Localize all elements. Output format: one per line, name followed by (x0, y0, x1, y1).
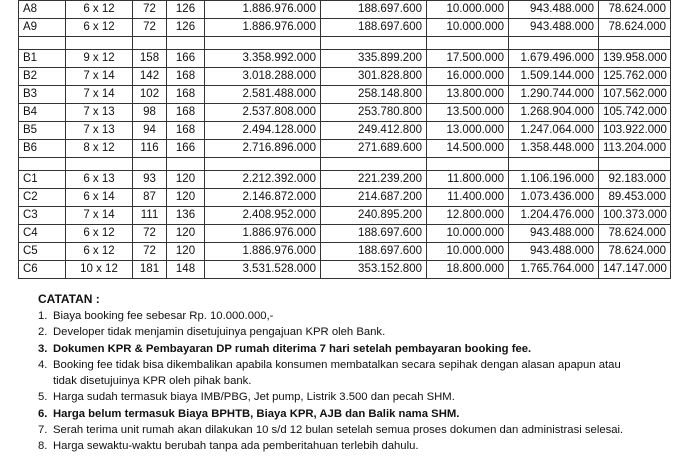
lot-size-cell: 6 x 12 (66, 243, 133, 261)
installment-cell: 78.624.000 (599, 19, 671, 37)
amount-cell: 1.358.448.000 (509, 140, 599, 158)
notes-list (38, 308, 688, 455)
price-cell: 2.408.952.000 (205, 207, 321, 225)
building-area-cell: 126 (167, 19, 205, 37)
note-text: Harga belum termasuk Biaya BPHTB, Biaya KPR, AJB dan Balik nama SHM. (53, 407, 460, 420)
spacer-cell (321, 37, 427, 50)
down-payment-cell: 249.412.800 (321, 122, 427, 140)
note-text: Booking fee tidak bisa dikembalikan apabila konsumen membatalkan secara sepihak dengan alasan apapun atau (53, 358, 621, 371)
table-row (19, 171, 671, 189)
building-area-cell: 168 (167, 104, 205, 122)
amount-cell: 11.400.000 (427, 189, 509, 207)
amount-cell: 1.268.904.000 (509, 104, 599, 122)
lot-size-cell: 6 x 12 (66, 1, 133, 19)
spacer-cell (66, 158, 133, 171)
amount-cell: 12.800.000 (427, 207, 509, 225)
land-area-cell: 142 (133, 68, 167, 86)
unit-code-cell: B6 (19, 140, 66, 158)
down-payment-cell: 188.697.600 (321, 1, 427, 19)
lot-size-cell: 10 x 12 (66, 261, 133, 279)
down-payment-cell: 335.899.200 (321, 50, 427, 68)
notes-title: CATATAN : (38, 292, 100, 306)
building-area-cell: 126 (167, 1, 205, 19)
land-area-cell: 72 (133, 243, 167, 261)
price-cell: 3.358.992.000 (205, 50, 321, 68)
building-area-cell: 168 (167, 68, 205, 86)
land-area-cell: 94 (133, 122, 167, 140)
spacer-cell (205, 158, 321, 171)
down-payment-cell: 240.895.200 (321, 207, 427, 225)
notes-section (38, 292, 688, 455)
spacer-cell (427, 158, 509, 171)
note-item (38, 406, 688, 422)
table-row (19, 140, 671, 158)
note-item (38, 438, 688, 454)
note-number: 3. (38, 342, 48, 355)
amount-cell: 1.204.476.000 (509, 207, 599, 225)
amount-cell: 14.500.000 (427, 140, 509, 158)
spacer-cell (599, 37, 671, 50)
lot-size-cell: 6 x 14 (66, 189, 133, 207)
note-text: Dokumen KPR & Pembayaran DP rumah diterima 7 hari setelah pembayaran booking fee. (53, 342, 532, 355)
table-row (19, 68, 671, 86)
price-cell: 1.886.976.000 (205, 19, 321, 37)
building-area-cell: 166 (167, 50, 205, 68)
spacer-cell (19, 158, 66, 171)
unit-code-cell: C4 (19, 225, 66, 243)
amount-cell: 10.000.000 (427, 243, 509, 261)
lot-size-cell: 6 x 13 (66, 171, 133, 189)
unit-code-cell: A8 (19, 1, 66, 19)
spacer-cell (427, 37, 509, 50)
amount-cell: 13.000.000 (427, 122, 509, 140)
down-payment-cell: 188.697.600 (321, 243, 427, 261)
amount-cell: 943.488.000 (509, 1, 599, 19)
note-item (38, 373, 688, 389)
amount-cell: 943.488.000 (509, 19, 599, 37)
lot-size-cell: 6 x 12 (66, 19, 133, 37)
table-spacer-row (19, 37, 671, 50)
unit-code-cell: B5 (19, 122, 66, 140)
spacer-cell (205, 37, 321, 50)
note-number: 4. (38, 358, 48, 371)
note-item (38, 341, 688, 357)
unit-code-cell: C5 (19, 243, 66, 261)
price-cell: 2.537.808.000 (205, 104, 321, 122)
amount-cell: 1.679.496.000 (509, 50, 599, 68)
unit-code-cell: B4 (19, 104, 66, 122)
note-text: Serah terima unit rumah akan dilakukan 10 s/d 12 bulan setelah semua proses dokumen dan administrasi selesai. (53, 424, 624, 437)
note-text: Harga sudah termasuk biaya IMB/PBG, Jet pump, Listrik 3.500 dan pecah SHM. (53, 391, 455, 404)
note-item (38, 357, 688, 373)
table-row (19, 122, 671, 140)
spacer-cell (321, 158, 427, 171)
land-area-cell: 72 (133, 19, 167, 37)
note-text: Biaya booking fee sebesar Rp. 10.000.000,- (53, 310, 274, 322)
land-area-cell: 158 (133, 50, 167, 68)
building-area-cell: 168 (167, 122, 205, 140)
down-payment-cell: 253.780.800 (321, 104, 427, 122)
amount-cell: 1.073.436.000 (509, 189, 599, 207)
installment-cell: 89.453.000 (599, 189, 671, 207)
price-cell: 1.886.976.000 (205, 225, 321, 243)
installment-cell: 100.373.000 (599, 207, 671, 225)
unit-code-cell: B3 (19, 86, 66, 104)
price-table (18, 0, 671, 279)
table-row (19, 207, 671, 225)
unit-code-cell: C6 (19, 261, 66, 279)
building-area-cell: 120 (167, 243, 205, 261)
down-payment-cell: 353.152.800 (321, 261, 427, 279)
spacer-cell (19, 37, 66, 50)
lot-size-cell: 7 x 14 (66, 207, 133, 225)
down-payment-cell: 271.689.600 (321, 140, 427, 158)
note-number: 5. (38, 391, 48, 404)
down-payment-cell: 258.148.800 (321, 86, 427, 104)
amount-cell: 10.000.000 (427, 19, 509, 37)
building-area-cell: 148 (167, 261, 205, 279)
amount-cell: 1.509.144.000 (509, 68, 599, 86)
spacer-cell (509, 158, 599, 171)
note-item (38, 422, 688, 438)
land-area-cell: 72 (133, 225, 167, 243)
note-text: tidak disetujuinya KPR oleh pihak bank. (53, 375, 252, 388)
note-item (38, 389, 688, 405)
building-area-cell: 120 (167, 171, 205, 189)
building-area-cell: 120 (167, 189, 205, 207)
table-row (19, 225, 671, 243)
price-cell: 3.018.288.000 (205, 68, 321, 86)
land-area-cell: 72 (133, 1, 167, 19)
note-item (38, 324, 688, 340)
table-row (19, 50, 671, 68)
table-row (19, 19, 671, 37)
building-area-cell: 168 (167, 86, 205, 104)
installment-cell: 139.958.000 (599, 50, 671, 68)
lot-size-cell: 7 x 13 (66, 104, 133, 122)
note-number: 7. (38, 424, 48, 437)
unit-code-cell: C3 (19, 207, 66, 225)
table-row (19, 261, 671, 279)
unit-code-cell: B2 (19, 68, 66, 86)
down-payment-cell: 214.687.200 (321, 189, 427, 207)
table-row (19, 189, 671, 207)
amount-cell: 13.800.000 (427, 86, 509, 104)
lot-size-cell: 7 x 13 (66, 122, 133, 140)
table-row (19, 1, 671, 19)
amount-cell: 10.000.000 (427, 225, 509, 243)
note-number: 2. (38, 326, 48, 339)
note-number: 6. (38, 407, 48, 420)
land-area-cell: 102 (133, 86, 167, 104)
down-payment-cell: 301.828.800 (321, 68, 427, 86)
amount-cell: 943.488.000 (509, 243, 599, 261)
amount-cell: 1.247.064.000 (509, 122, 599, 140)
land-area-cell: 98 (133, 104, 167, 122)
building-area-cell: 166 (167, 140, 205, 158)
note-text: Harga sewaktu-waktu berubah tanpa ada pemberitahuan terlebih dahulu. (53, 440, 419, 453)
table-row (19, 243, 671, 261)
installment-cell: 107.562.000 (599, 86, 671, 104)
building-area-cell: 120 (167, 225, 205, 243)
amount-cell: 1.106.196.000 (509, 171, 599, 189)
price-cell: 2.146.872.000 (205, 189, 321, 207)
lot-size-cell: 7 x 14 (66, 86, 133, 104)
spacer-cell (599, 158, 671, 171)
table-row (19, 86, 671, 104)
price-cell: 2.212.392.000 (205, 171, 321, 189)
price-cell: 2.581.488.000 (205, 86, 321, 104)
down-payment-cell: 188.697.600 (321, 19, 427, 37)
lot-size-cell: 9 x 12 (66, 50, 133, 68)
unit-code-cell: A9 (19, 19, 66, 37)
installment-cell: 103.922.000 (599, 122, 671, 140)
installment-cell: 125.762.000 (599, 68, 671, 86)
land-area-cell: 93 (133, 171, 167, 189)
price-cell: 3.531.528.000 (205, 261, 321, 279)
land-area-cell: 181 (133, 261, 167, 279)
spacer-cell (133, 37, 167, 50)
note-number: 8. (38, 440, 48, 453)
note-text: Developer tidak menjamin disetujuinya pengajuan KPR oleh Bank. (53, 326, 386, 339)
amount-cell: 1.765.764.000 (509, 261, 599, 279)
land-area-cell: 111 (133, 207, 167, 225)
lot-size-cell: 6 x 12 (66, 225, 133, 243)
price-cell: 1.886.976.000 (205, 243, 321, 261)
land-area-cell: 116 (133, 140, 167, 158)
installment-cell: 113.204.000 (599, 140, 671, 158)
amount-cell: 18.800.000 (427, 261, 509, 279)
price-cell: 1.886.976.000 (205, 1, 321, 19)
unit-code-cell: B1 (19, 50, 66, 68)
land-area-cell: 87 (133, 189, 167, 207)
lot-size-cell: 7 x 14 (66, 68, 133, 86)
installment-cell: 78.624.000 (599, 225, 671, 243)
spacer-cell (66, 37, 133, 50)
amount-cell: 13.500.000 (427, 104, 509, 122)
amount-cell: 10.000.000 (427, 1, 509, 19)
building-area-cell: 136 (167, 207, 205, 225)
note-number: 1. (38, 310, 48, 322)
table-row (19, 104, 671, 122)
down-payment-cell: 188.697.600 (321, 225, 427, 243)
price-cell: 2.716.896.000 (205, 140, 321, 158)
table-spacer-row (19, 158, 671, 171)
spacer-cell (509, 37, 599, 50)
price-table-body (19, 1, 671, 279)
installment-cell: 147.147.000 (599, 261, 671, 279)
amount-cell: 16.000.000 (427, 68, 509, 86)
amount-cell: 1.290.744.000 (509, 86, 599, 104)
amount-cell: 943.488.000 (509, 225, 599, 243)
installment-cell: 92.183.000 (599, 171, 671, 189)
unit-code-cell: C2 (19, 189, 66, 207)
lot-size-cell: 8 x 12 (66, 140, 133, 158)
spacer-cell (133, 158, 167, 171)
amount-cell: 11.800.000 (427, 171, 509, 189)
installment-cell: 105.742.000 (599, 104, 671, 122)
spacer-cell (167, 158, 205, 171)
price-cell: 2.494.128.000 (205, 122, 321, 140)
spacer-cell (167, 37, 205, 50)
installment-cell: 78.624.000 (599, 1, 671, 19)
amount-cell: 17.500.000 (427, 50, 509, 68)
unit-code-cell: C1 (19, 171, 66, 189)
down-payment-cell: 221.239.200 (321, 171, 427, 189)
installment-cell: 78.624.000 (599, 243, 671, 261)
note-item (38, 308, 688, 324)
